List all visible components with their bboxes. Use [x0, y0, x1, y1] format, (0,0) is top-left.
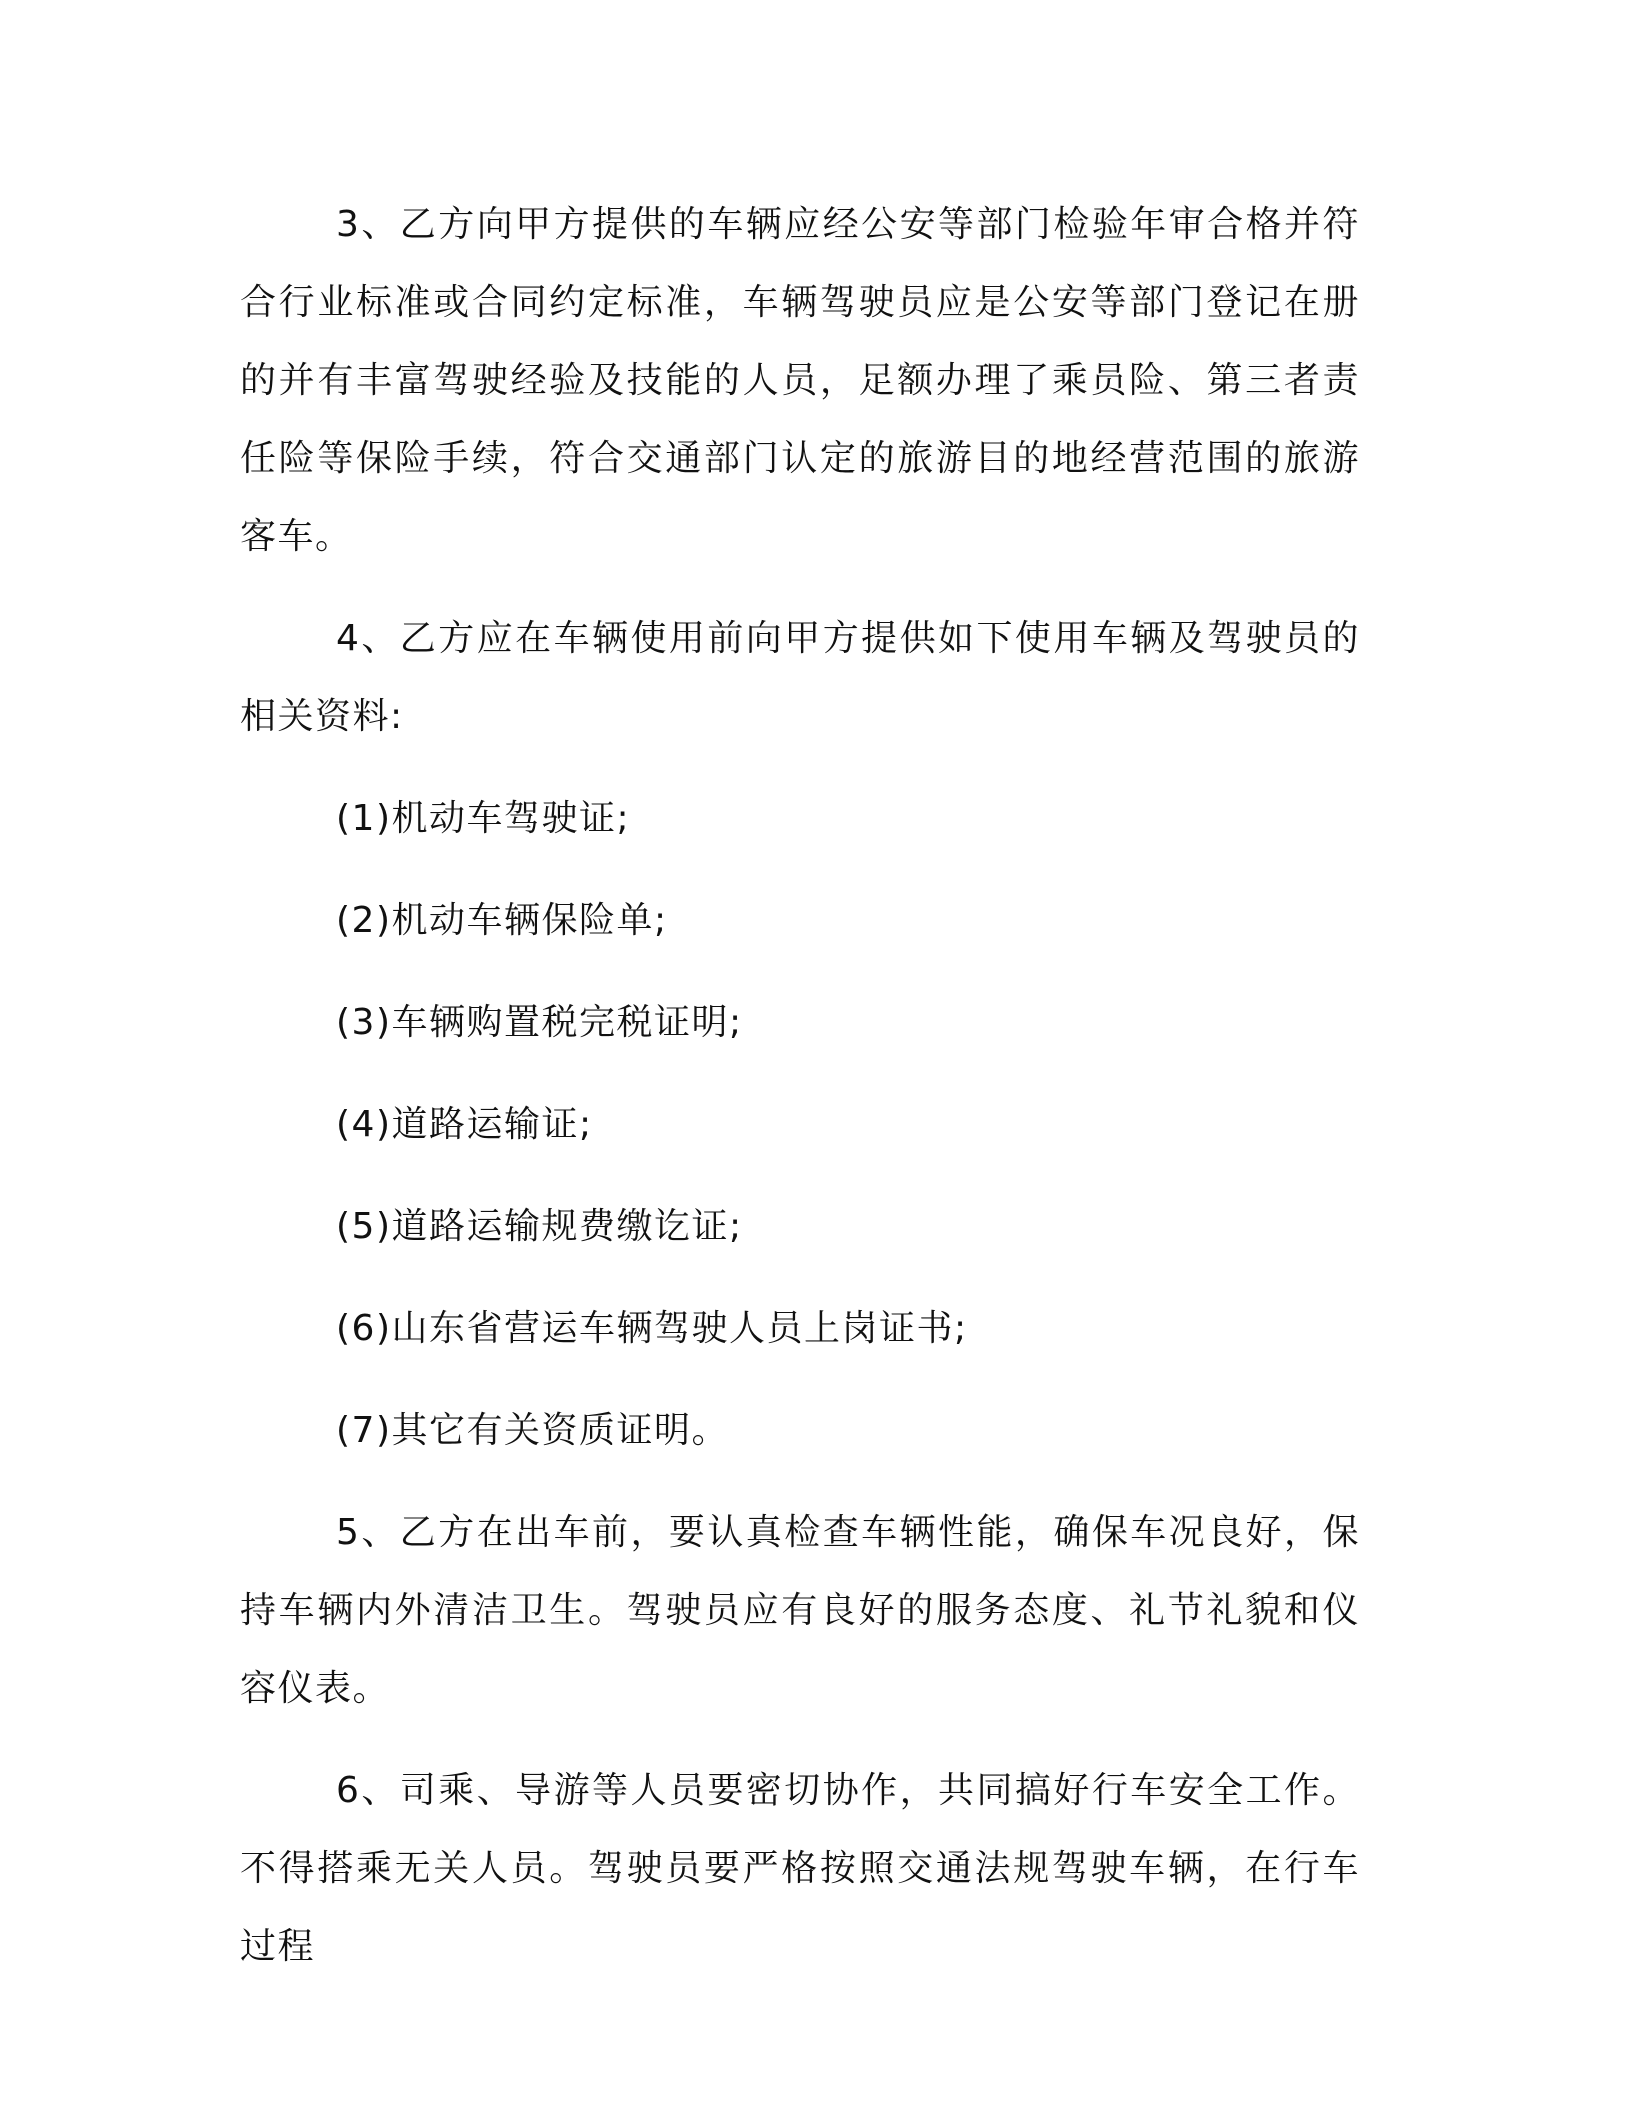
- list-item-5: (5)道路运输规费缴讫证;: [336, 1206, 743, 1247]
- list-item-3: (3)车辆购置税完税证明;: [336, 1002, 743, 1043]
- clause-5-paragraph: 5、乙方在出车前，要认真检查车辆性能，确保车况良好，保持车辆内外清洁卫生。驾驶员应有良好的服务态度、礼节礼貌和仪容仪表。: [240, 1512, 1360, 1709]
- list-item-7: (7)其它有关资质证明。: [336, 1410, 729, 1451]
- list-item-4: (4)道路运输证;: [336, 1104, 593, 1145]
- clause-4-paragraph: 4、乙方应在车辆使用前向甲方提供如下使用车辆及驾驶员的相关资料:: [240, 618, 1360, 737]
- clause-3-paragraph: 3、乙方向甲方提供的车辆应经公安等部门检验年审合格并符合行业标准或合同约定标准，车辆驾驶员应是公安等部门登记在册的并有丰富驾驶经验及技能的人员，足额办理了乘员险、第三者责任险等保险手续，符合交通部门认定的旅游目的地经营范围的旅游客车。: [240, 204, 1360, 557]
- list-item-2: (2)机动车辆保险单;: [336, 900, 668, 941]
- clause-6-paragraph: 6、司乘、导游等人员要密切协作，共同搞好行车安全工作。不得搭乘无关人员。驾驶员要严格按照交通法规驾驶车辆，在行车过程: [240, 1770, 1360, 1967]
- list-item-6: (6)山东省营运车辆驾驶人员上岗证书;: [336, 1308, 968, 1349]
- document-body: [240, 186, 1360, 1986]
- list-item-1: (1)机动车驾驶证;: [336, 798, 631, 839]
